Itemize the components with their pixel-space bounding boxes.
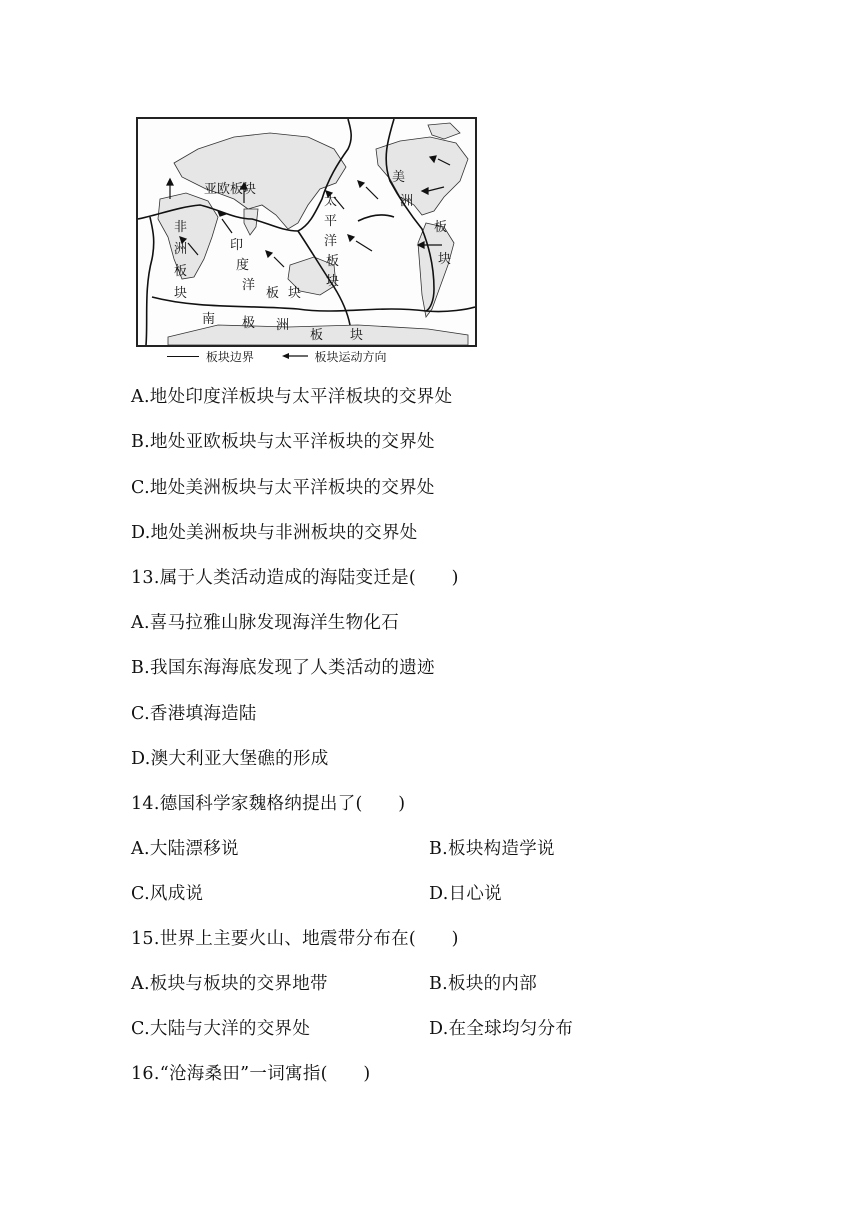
q14-option-c: C.风成说 bbox=[131, 884, 204, 904]
plate-map-drawing bbox=[138, 119, 475, 345]
antarctic-plate-label-1: 南 bbox=[202, 312, 216, 327]
q12-option-d: D.地处美洲板块与非洲板块的交界处 bbox=[131, 523, 418, 543]
antarctic-plate-label-2: 极 bbox=[242, 316, 256, 331]
african-plate-label-1: 非 bbox=[174, 220, 188, 235]
q16-stem: 16.“沧海桑田”一词寓指( ) bbox=[131, 1064, 371, 1084]
indian-plate-label-5: 块 bbox=[288, 286, 302, 301]
q12-option-c: C.地处美洲板块与太平洋板块的交界处 bbox=[131, 478, 435, 498]
eurasian-plate-label: 亚欧板块 bbox=[204, 182, 257, 197]
q15-stem: 15.世界上主要火山、地震带分布在( ) bbox=[131, 929, 459, 949]
indian-plate-label-3: 洋 bbox=[242, 278, 256, 293]
q15-option-b: B.板块的内部 bbox=[429, 974, 538, 994]
q13-option-a: A.喜马拉雅山脉发现海洋生物化石 bbox=[131, 613, 399, 633]
q13-option-b: B.我国东海海底发现了人类活动的遗迹 bbox=[131, 658, 435, 678]
q14-option-d: D.日心说 bbox=[429, 884, 502, 904]
q15-option-d: D.在全球均匀分布 bbox=[429, 1019, 574, 1039]
pacific-plate-label-3: 洋 bbox=[324, 234, 338, 249]
plate-map bbox=[136, 117, 477, 347]
african-plate-label-2: 洲 bbox=[174, 242, 188, 257]
q14-option-a: A.大陆漂移说 bbox=[131, 839, 239, 859]
q14-stem: 14.德国科学家魏格纳提出了( ) bbox=[131, 794, 406, 814]
q12-option-a: A.地处印度洋板块与太平洋板块的交界处 bbox=[131, 387, 453, 407]
q13-option-c: C.香港填海造陆 bbox=[131, 704, 257, 724]
antarctic-plate-label-3: 洲 bbox=[276, 318, 290, 333]
african-plate-label-3: 板 bbox=[174, 264, 188, 279]
american-plate-label-2: 洲 bbox=[400, 194, 414, 209]
map-legend bbox=[167, 348, 387, 365]
q13-option-d: D.澳大利亚大堡礁的形成 bbox=[131, 749, 329, 769]
legend-boundary-label: 板块边界 bbox=[205, 350, 254, 364]
arrow-left-icon bbox=[282, 350, 308, 364]
american-plate-label-1: 美 bbox=[392, 170, 406, 185]
q15-option-c: C.大陆与大洋的交界处 bbox=[131, 1019, 311, 1039]
african-plate-label-4: 块 bbox=[174, 286, 188, 301]
indian-plate-label-4: 板 bbox=[266, 286, 280, 301]
q15-option-a: A.板块与板块的交界地带 bbox=[131, 974, 328, 994]
plate-map-figure bbox=[131, 113, 477, 370]
q13-stem: 13.属于人类活动造成的海陆变迁是( ) bbox=[131, 568, 459, 588]
pacific-plate-label-1: 太 bbox=[324, 194, 338, 209]
q14-option-b: B.板块构造学说 bbox=[429, 839, 555, 859]
antarctic-plate-label-4: 板 bbox=[310, 328, 324, 343]
american-plate-label-3: 板 bbox=[434, 220, 448, 235]
indian-plate-label-2: 度 bbox=[236, 258, 250, 273]
pacific-plate-label-2: 平 bbox=[324, 214, 338, 229]
pacific-plate-label-5: 块 bbox=[326, 274, 340, 289]
boundary-line-swatch bbox=[167, 356, 199, 357]
antarctic-plate-label-5: 块 bbox=[350, 328, 364, 343]
indian-plate-label-1: 印 bbox=[230, 238, 244, 253]
american-plate-label-4: 块 bbox=[438, 252, 452, 267]
legend-direction-label: 板块运动方向 bbox=[314, 350, 387, 364]
pacific-plate-label-4: 板 bbox=[326, 254, 340, 269]
q12-option-b: B.地处亚欧板块与太平洋板块的交界处 bbox=[131, 432, 435, 452]
